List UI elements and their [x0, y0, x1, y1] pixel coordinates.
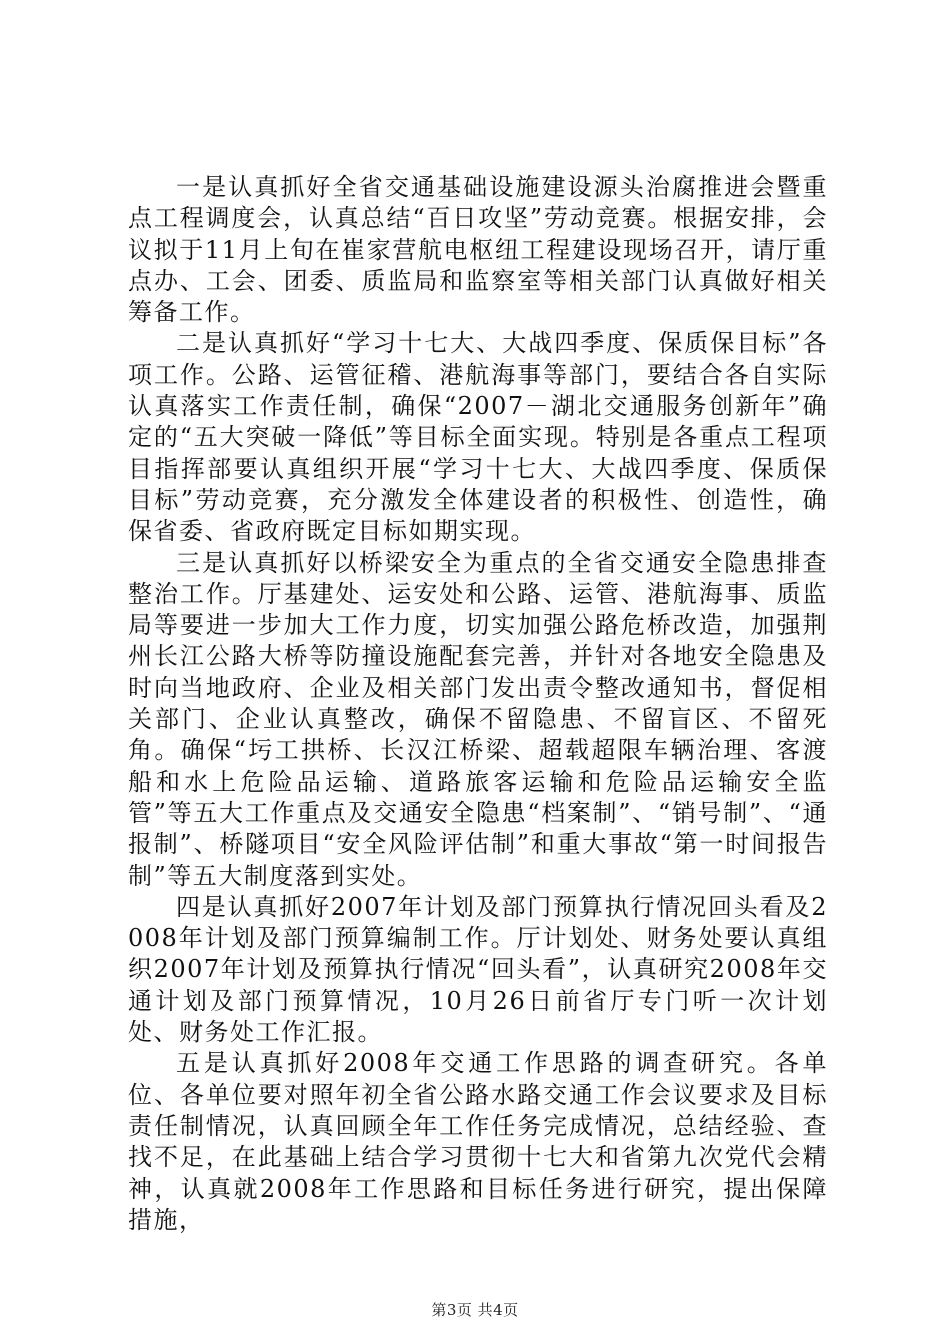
page-footer: 第3页 共4页	[431, 1301, 519, 1319]
paragraph-2: 二是认真抓好“学习十七大、大战四季度、保质保目标”各项工作。公路、运管征稽、港航海事等部门，要结合各自实际认真落实工作责任制，确保“2007－湖北交通服务创新年”确定的“五大突破一降低”等目标全面实现。特别是各重点工程项目指挥部要认真组织开展“学习十七大、大战四季度、保质保目标”劳动竞赛，充分激发全体建设者的积极性、创造性，确保省委、省政府既定目标如期实现。	[128, 329, 828, 546]
document-body	[128, 172, 828, 1236]
paragraph-3: 三是认真抓好以桥梁安全为重点的全省交通安全隐患排查整治工作。厅基建处、运安处和公路、运管、港航海事、质监局等要进一步加大工作力度，切实加强公路危桥改造，加强荆州长江公路大桥等防撞设施配套完善，并针对各地安全隐患及时向当地政府、企业及相关部门发出责令整改通知书，督促相关部门、企业认真整改，确保不留隐患、不留盲区、不留死角。确保“圬工拱桥、长汉江桥梁、超载超限车辆治理、客渡船和水上危险品运输、道路旅客运输和危险品运输安全监管”等五大工作重点及交通安全隐患“档案制”、“销号制”、“通报制”、桥隧项目“安全风险评估制”和重大事故“第一时间报告制”等五大制度落到实处。	[128, 548, 828, 890]
paragraph-5: 五是认真抓好2008年交通工作思路的调查研究。各单位、各单位要对照年初全省公路水路交通工作会议要求及目标责任制情况，认真回顾全年工作任务完成情况，总结经验、查找不足，在此基础上结合学习贯彻十七大和省第九次党代会精神，认真就2008年工作思路和目标任务进行研究，提出保障措施，	[128, 1049, 828, 1234]
paragraph-1: 一是认真抓好全省交通基础设施建设源头治腐推进会暨重点工程调度会，认真总结“百日攻坚”劳动竞赛。根据安排，会议拟于11月上旬在崔家营航电枢纽工程建设现场召开，请厅重点办、工会、团委、质监局和监察室等相关部门认真做好相关筹备工作。	[128, 173, 828, 327]
paragraph-4: 四是认真抓好2007年计划及部门预算执行情况回头看及2008年计划及部门预算编制工作。厅计划处、财务处要认真组织2007年计划及预算执行情况“回头看”，认真研究2008年交通计划及部门预算情况，10月26日前省厅专门听一次计划处、财务处工作汇报。	[128, 892, 828, 1047]
